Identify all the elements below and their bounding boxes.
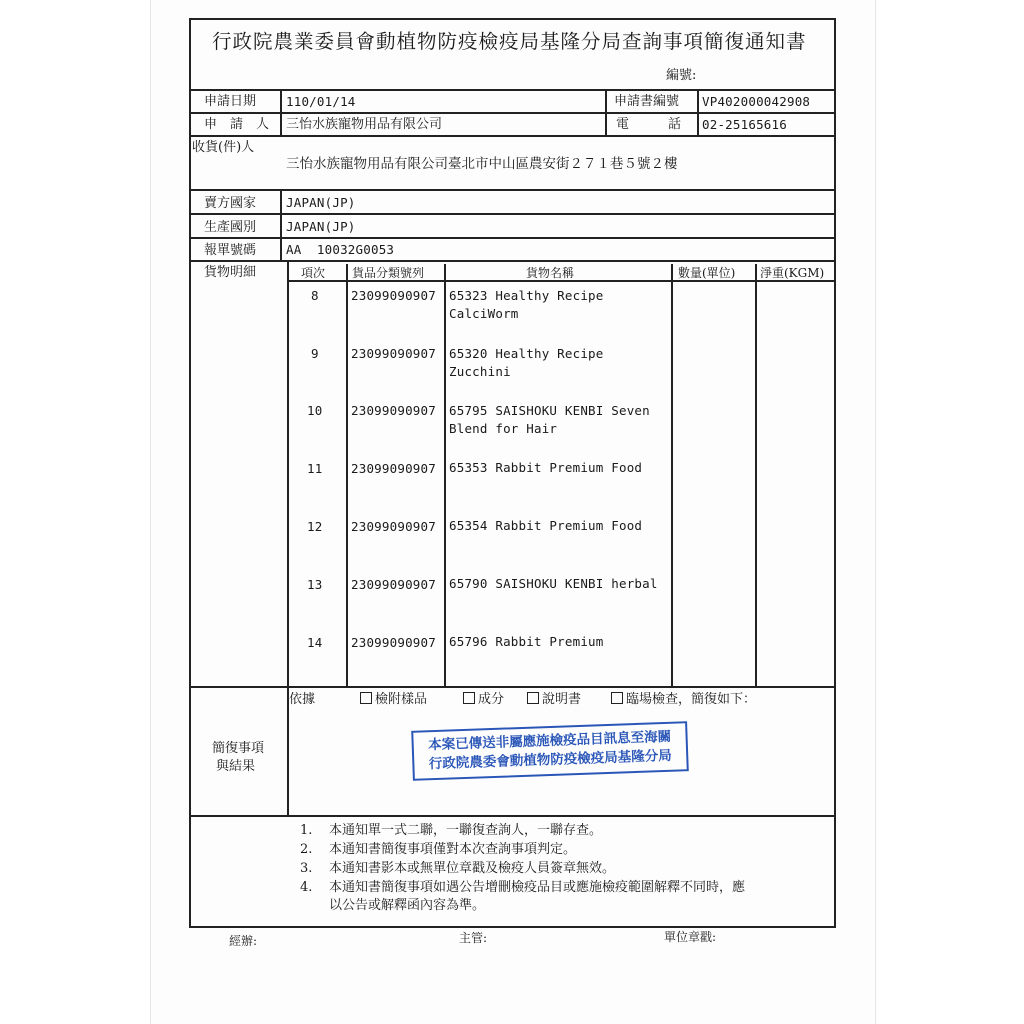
checkbox-box [463,692,475,704]
note-num: 1. [300,823,313,838]
goods-name-line2: Blend for Hair [449,421,558,436]
rule-3 [189,135,836,137]
app-no-value: VP402000042908 [702,94,811,109]
goods-col-left [287,260,289,816]
rule-1 [189,89,836,91]
rule-5 [189,213,836,215]
note-text: 本通知書簡復事項僅對本次查詢事項判定。 [329,842,577,857]
note-text: 本通知書影本或無單位章戳及檢疫人員簽章無效。 [329,861,616,876]
origin-country-label: 生產國別 [204,220,257,235]
phone-value: 02-25165616 [702,117,787,132]
goods-header-code: 貨品分類號列 [352,266,425,280]
applicant-value: 三怡水族寵物用品有限公司 [286,117,443,132]
checkbox-sample[interactable] [360,692,427,708]
goods-name-line2: Zucchini [449,364,511,379]
goods-item-no: 12 [307,519,323,534]
goods-hs-code: 23099090907 [351,346,436,361]
footer-supervisor: 主管: [459,931,488,945]
app-no-col-right [697,89,699,135]
goods-col-qty [671,264,673,686]
checkbox-manual[interactable] [527,692,581,708]
goods-header-name: 貨物名稱 [526,266,575,280]
note-text: 本通知單一式二聯，一聯復查詢人，一聯存查。 [329,823,603,838]
goods-item-no: 14 [307,635,323,650]
note-num: 4. [300,880,313,895]
note-text: 本通知書簡復事項如遇公告增刪檢疫品目或應施檢疫範圍解釋不同時，應 [329,880,746,895]
checkbox-label: 臨場檢查 [626,692,679,707]
seller-country-label: 賣方國家 [204,196,257,211]
declaration-no-label: 報單號碼 [204,243,257,258]
rule-6 [189,237,836,239]
footer-handler: 經辦: [229,934,258,948]
goods-name-line2: CalciWorm [449,306,519,321]
goods-name-line1: 65796 Rabbit Premium [449,634,604,649]
goods-item-no: 13 [307,577,323,592]
goods-col-weight [755,264,757,686]
consignee-value: 三怡水族寵物用品有限公司臺北市中山區農安街２７１巷５號２樓 [286,156,678,172]
checkbox-label: 成分 [478,692,505,707]
rule-4 [189,189,836,191]
checkbox-ingredient[interactable] [463,692,504,708]
checkbox-box [527,692,539,704]
note-num: 3. [300,861,313,876]
label-col-rule [280,89,282,135]
reply-label-line1: 簡復事項 [212,741,265,756]
apply-date-value: 110/01/14 [286,94,356,109]
goods-hs-code: 23099090907 [351,519,436,534]
declaration-no-value: AA 10032G0053 [286,242,395,257]
phone-label: 電 話 [616,117,682,132]
applicant-label: 申 請 人 [204,117,270,132]
note-num: 2. [300,842,313,857]
goods-col-code [346,264,348,686]
checkbox-box [611,692,623,704]
stamp-line2: 行政院農委會動植物防疫檢疫局基隆分局 [428,747,673,773]
checkbox-inspection[interactable] [611,692,756,708]
stamp-line1: 本案已傳送非屬應施檢疫品目訊息至海關 [427,728,672,754]
goods-header-qty: 數量(單位) [678,266,736,280]
goods-hs-code: 23099090907 [351,461,436,476]
seller-country-value: JAPAN(JP) [286,195,356,210]
goods-hs-code: 23099090907 [351,288,436,303]
rule-2 [189,112,836,114]
official-stamp [411,721,689,781]
frame-top [189,18,836,20]
checkbox-box [360,692,372,704]
goods-col-name [444,264,446,686]
goods-hs-code: 23099090907 [351,403,436,418]
app-no-col-left [605,89,607,135]
checkbox-label: 檢附樣品 [375,692,428,707]
footer-unit-seal: 單位章戳: [664,930,717,944]
reply-basis: 依據 [289,692,316,707]
goods-name-line1: 65354 Rabbit Premium Food [449,518,643,533]
frame-right [834,18,836,927]
reply-tail: ，簡復如下： [678,692,757,707]
origin-country-value: JAPAN(JP) [286,219,356,234]
app-no-label: 申請書編號 [614,94,680,109]
frame-bottom [189,926,836,928]
goods-header-item: 項次 [301,266,326,280]
goods-name-line1: 65795 SAISHOKU KENBI Seven [449,403,650,418]
goods-hs-code: 23099090907 [351,577,436,592]
document-title: 行政院農業委員會動植物防疫檢疫局基隆分局查詢事項簡復通知書 [212,30,807,53]
number-label: 編號: [666,68,697,83]
label-col-rule-2 [280,189,282,260]
goods-detail-label: 貨物明細 [204,265,257,280]
goods-item-no: 10 [307,403,323,418]
reply-label-line2: 與結果 [216,759,256,774]
goods-item-no: 9 [311,346,319,361]
goods-name-line1: 65790 SAISHOKU KENBI herbal [449,576,658,591]
apply-date-label: 申請日期 [204,94,257,109]
goods-header-weight: 淨重(KGM) [760,266,825,280]
goods-name-line1: 65323 Healthy Recipe [449,288,604,303]
goods-item-no: 11 [307,461,323,476]
goods-item-no: 8 [311,288,319,303]
checkbox-label: 說明書 [542,692,582,707]
consignee-label: 收貨(件)人 [192,140,255,155]
frame-left [189,18,191,927]
goods-name-line1: 65353 Rabbit Premium Food [449,460,643,475]
goods-hs-code: 23099090907 [351,635,436,650]
goods-name-line1: 65320 Healthy Recipe [449,346,604,361]
note-text-continued: 以公告或解釋函內容為準。 [329,898,486,913]
